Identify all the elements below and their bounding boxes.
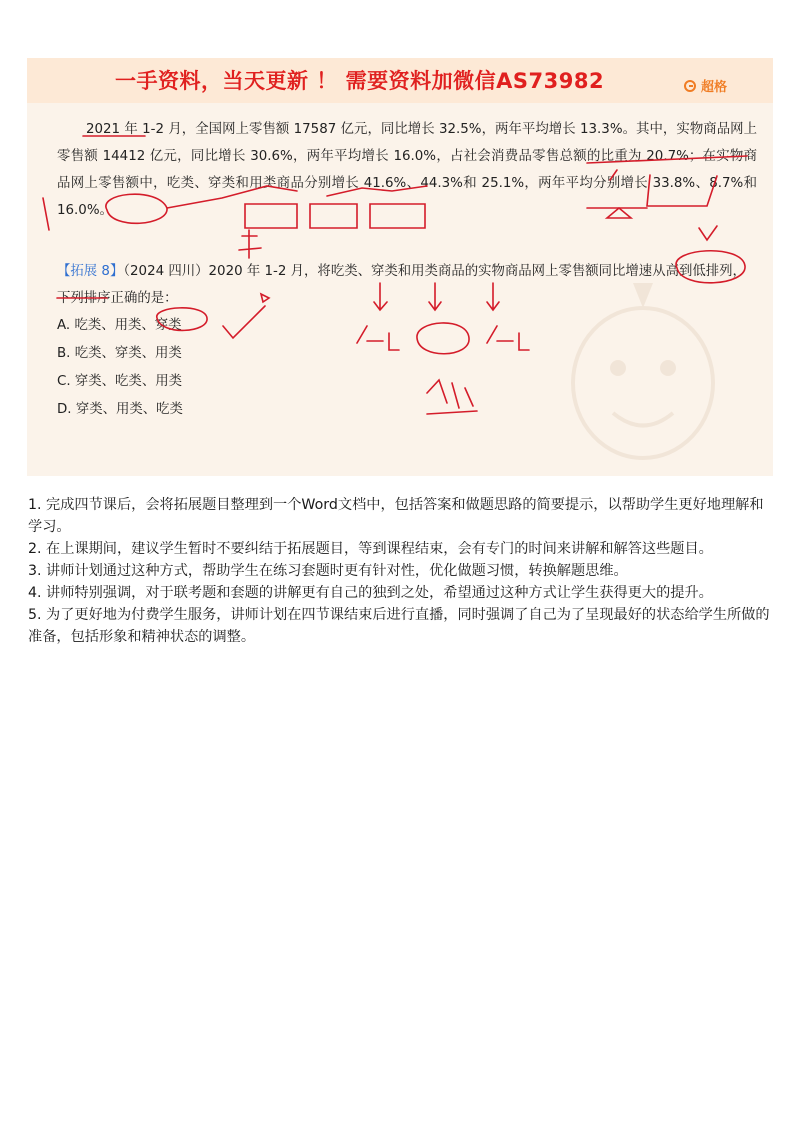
note-4: 4. 讲师特别强调，对于联考题和套题的讲解更有自己的独到之处，希望通过这种方式让学生获得更大的提升。: [28, 585, 713, 601]
brand-icon: [684, 80, 696, 92]
note-r2-pos: [357, 326, 399, 350]
note-3: 3. 讲师计划通过这种方式，帮助学生在练习套题时更有针对性，优化做题习惯，转换解题思维。: [28, 563, 628, 579]
option-a[interactable]: A. 吃类、用类、穿类: [57, 318, 182, 333]
note-2: 2. 在上课期间，建议学生暂时不要纠结于拓展题目，等到课程结束，会有专门的时间来讲解和解答这些题目。: [28, 541, 713, 557]
underline-min: [427, 411, 477, 414]
passage-text: 2021 年 1-2 月，全国网上零售额 17587 亿元，同比增长 32.5%，两年平均增长 13.3%。其中，实物商品网上零售额 14412 亿元，同比增长 30.6%，两年平均增长 16.0%，占社会消费品零售总额的比重为 20.7%；在实物商品网上零售额中，吃类、穿类和用类商品分别增长 41.6%、44.3%和 25.1%，两年平均分别增长 33.8%、8.7%和 16.0%。: [57, 122, 757, 218]
lecture-screenshot: [27, 58, 773, 476]
brand-name: 超格: [700, 80, 727, 95]
bracket-left: [43, 198, 49, 230]
question-stem: [57, 258, 757, 312]
note-1: 1. 完成四节课后，会将拓展题目整理到一个Word文档中，包括答案和做题思路的简要提示，以帮助学生更好地理解和学习。: [28, 497, 764, 535]
option-d[interactable]: D. 穿类、用类、吃类: [57, 402, 183, 417]
option-c[interactable]: C. 穿类、吃类、用类: [57, 374, 182, 389]
circle-r2-neg: [417, 323, 469, 354]
summary-notes: [28, 494, 772, 648]
note-5: 5. 为了更好地为付费学生服务，讲师计划在四节课结束后进行直播，同时强调了自己为了呈现最好的状态给学生所做的准备，包括形象和精神状态的调整。: [28, 607, 770, 645]
question-tag: 【拓展 8】: [57, 264, 124, 279]
note-min: [427, 380, 473, 408]
brand-logo: [684, 76, 727, 95]
banner-title: 一手资料，当天更新 ！ 需要资料加微信AS73982: [115, 69, 605, 93]
banner: [27, 58, 773, 103]
note-r2-pos-2: [487, 326, 529, 350]
question-text: （2024 四川）2020 年 1-2 月，将吃类、穿类和用类商品的实物商品网上零售额同比增速从高到低排列，下列排序正确的是：: [57, 264, 746, 306]
v-mark: [699, 226, 717, 240]
option-b[interactable]: B. 吃类、穿类、用类: [57, 346, 182, 361]
year-mark: [239, 230, 261, 258]
answer-options: [57, 312, 183, 424]
